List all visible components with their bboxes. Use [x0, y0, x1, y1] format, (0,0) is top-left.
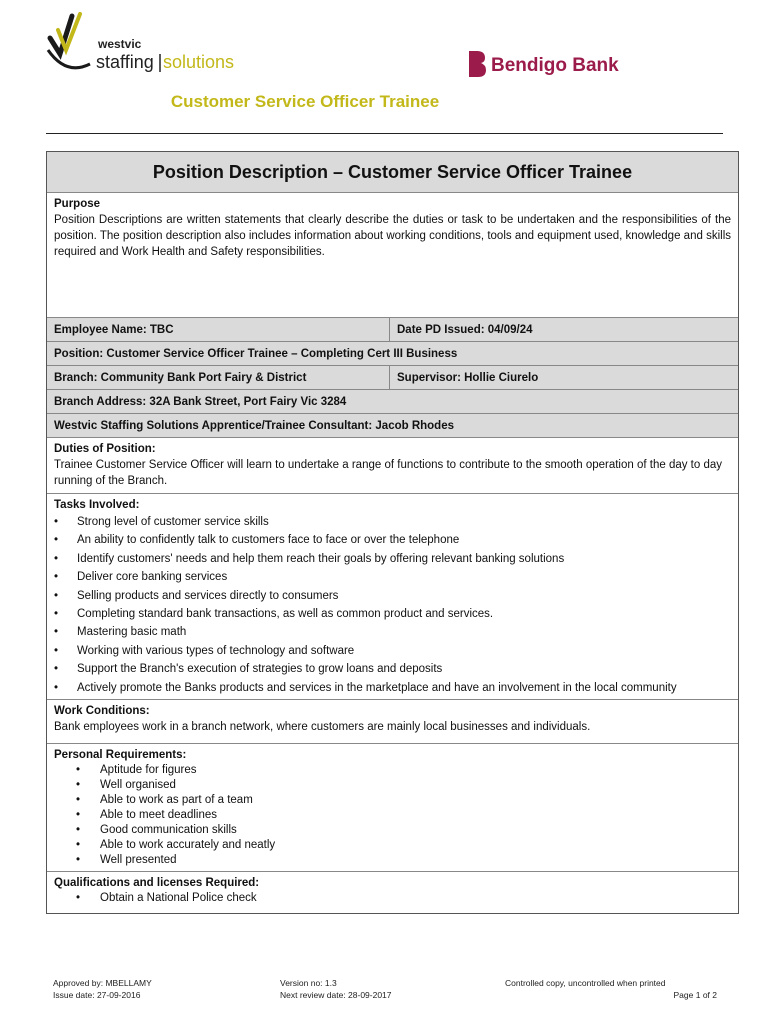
qualifications-section [47, 871, 738, 913]
list-item: • Mastering basic math [54, 623, 731, 641]
list-item: • Obtain a National Police check [54, 891, 731, 906]
work-conditions-label: Work Conditions: [54, 705, 150, 717]
westvic-staffing-logo [46, 10, 235, 80]
list-item: • Well presented [54, 853, 731, 868]
list-item: • Working with various types of technology and software [54, 642, 731, 660]
purpose-text: Position Descriptions are written statements that clearly describe the duties or task to be undertaken and the responsibilities of the position. The position description also includes information about working conditions, tools and equipment used, knowledge and skills required and Work Health and Safety responsibilities. [54, 214, 731, 258]
list-item: • Deliver core banking services [54, 568, 731, 586]
branch-supervisor-row [47, 365, 738, 389]
list-item: • An ability to confidently talk to customers face to face or over the telephone [54, 531, 731, 549]
list-item: • Identify customers' needs and help them reach their goals by offering relevant banking solutions [54, 550, 731, 568]
purpose-label: Purpose [54, 198, 101, 210]
employee-name: Employee Name: TBC [47, 318, 390, 341]
list-item: • Able to work accurately and neatly [54, 838, 731, 853]
tasks-label: Tasks Involved: [54, 499, 140, 511]
consultant-row: Westvic Staffing Solutions Apprentice/Trainee Consultant: Jacob Rhodes [47, 413, 738, 437]
list-item: • Able to meet deadlines [54, 808, 731, 823]
duties-text: Trainee Customer Service Officer will learn to undertake a range of functions to contribute to the smooth operation of the day to day running of the Branch. [54, 459, 723, 487]
position-description-table [46, 151, 739, 914]
qualifications-label: Qualifications and licenses Required: [54, 877, 260, 889]
list-item: • Able to work as part of a team [54, 793, 731, 808]
controlled-copy-note: Controlled copy, uncontrolled when printed [505, 978, 666, 988]
supervisor-name: Supervisor: Hollie Ciurelo [397, 371, 539, 384]
purpose-section [47, 192, 738, 317]
list-item: • Aptitude for figures [54, 763, 731, 778]
tasks-list [54, 513, 731, 697]
svg-text:Bendigo Bank: Bendigo Bank [491, 55, 619, 76]
page-number: Page 1 of 2 [673, 990, 717, 1000]
footer-approval [53, 977, 152, 1001]
list-item: • Actively promote the Banks products and services in the marketplace and have an involvement in the local community [54, 679, 731, 697]
employee-date-row [47, 317, 738, 341]
duties-section [47, 437, 738, 493]
date-pd-issued: Date PD Issued: 04/09/24 [397, 323, 533, 336]
personal-requirements-section [47, 743, 738, 871]
work-conditions-section [47, 699, 738, 743]
list-item: • Well organised [54, 778, 731, 793]
qualifications-list [54, 891, 731, 906]
tasks-section [47, 493, 738, 699]
branch-address-row: Branch Address: 32A Bank Street, Port Fairy Vic 3284 [47, 389, 738, 413]
version-number: Version no: 1.3 [280, 978, 337, 988]
bendigo-bank-logo [466, 48, 619, 80]
approved-by: Approved by: MBELLAMY [53, 978, 152, 988]
table-heading: Position Description – Customer Service Officer Trainee [47, 152, 738, 192]
personal-requirements-list [54, 763, 731, 868]
issue-date: Issue date: 27-09-2016 [53, 990, 141, 1000]
list-item: • Completing standard bank transactions, as well as common product and services. [54, 605, 731, 623]
footer-control [505, 977, 717, 1001]
duties-label: Duties of Position: [54, 443, 156, 455]
document-title: Customer Service Officer Trainee [170, 92, 440, 111]
list-item: • Selling products and services directly to consumers [54, 587, 731, 605]
svg-text:westvic: westvic [98, 37, 142, 51]
footer-version [280, 977, 392, 1001]
svg-text:solutions: solutions [163, 52, 235, 72]
position-row: Position: Customer Service Officer Trainee – Completing Cert III Business [47, 341, 738, 365]
list-item: • Good communication skills [54, 823, 731, 838]
svg-text:staffing: staffing [96, 52, 154, 72]
next-review-date: Next review date: 28-09-2017 [280, 990, 392, 1000]
branch-name: Branch: Community Bank Port Fairy & District [47, 366, 390, 389]
list-item: • Strong level of customer service skills [54, 513, 731, 531]
divider [46, 133, 723, 134]
personal-requirements-label: Personal Requirements: [54, 749, 187, 761]
list-item: • Support the Branch's execution of strategies to grow loans and deposits [54, 660, 731, 678]
work-conditions-text: Bank employees work in a branch network, where customers are mainly local businesses and individuals. [54, 721, 591, 733]
